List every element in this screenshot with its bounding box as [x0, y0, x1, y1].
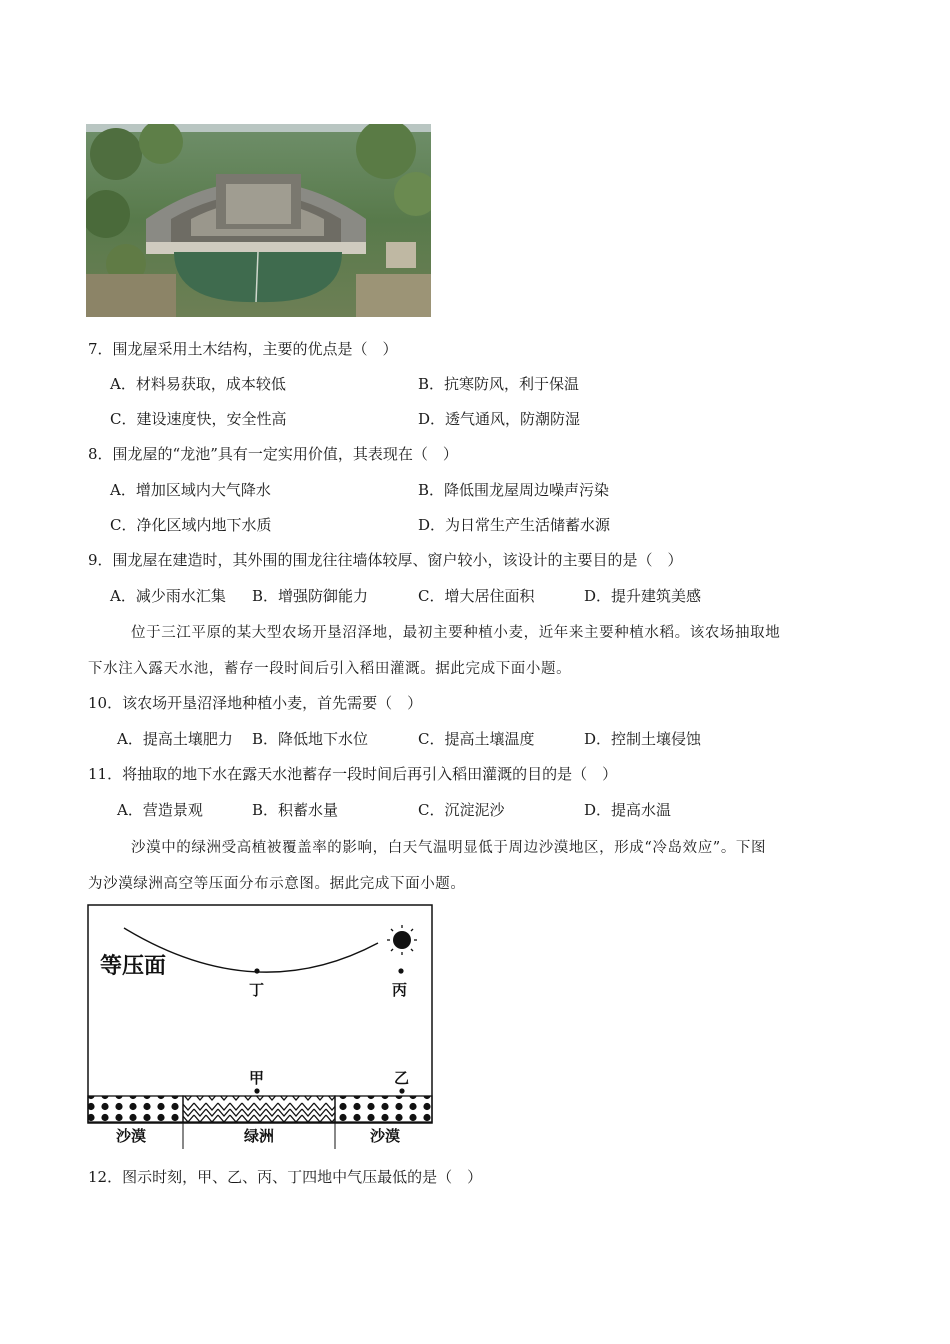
question-10-option-a[interactable]: A．提高土壤肥力 — [117, 730, 233, 748]
question-12-stem: 12．图示时刻，甲、乙、丙、丁四地中气压最低的是（ ） — [88, 1168, 483, 1186]
question-8-option-d[interactable]: D．为日常生产生活储蓄水源 — [418, 516, 611, 534]
isobar-diagram — [86, 903, 436, 1153]
question-9-option-d[interactable]: D．提升建筑美感 — [584, 587, 702, 605]
question-7-option-b[interactable]: B．抗寒防风，利于保温 — [418, 375, 580, 393]
question-10-option-c[interactable]: C．提高土壤温度 — [418, 730, 535, 748]
question-8-option-b[interactable]: B．降低围龙屋周边噪声污染 — [418, 481, 610, 499]
passage-farm-line-2: 下水注入露天水池，蓄存一段时间后引入稻田灌溉。据此完成下面小题。 — [88, 661, 572, 677]
point-yi-dot — [399, 1088, 404, 1093]
isobar-label: 等压面 — [100, 953, 167, 979]
question-9-option-b[interactable]: B．增强防御能力 — [252, 587, 369, 605]
question-9-option-a[interactable]: A．减少雨水汇集 — [110, 587, 226, 605]
point-ding-dot — [254, 968, 259, 973]
question-8-stem: 8．围龙屋的“龙池”具有一定实用价值，其表现在（ ） — [88, 445, 458, 463]
ground-label-desert-right: 沙漠 — [370, 1127, 401, 1145]
isobar-diagram-svg — [86, 903, 436, 1153]
question-8-option-a[interactable]: A．增加区域内大气降水 — [110, 481, 271, 499]
point-bing-dot — [398, 968, 403, 973]
point-ding-label: 丁 — [249, 981, 265, 999]
question-7-stem: 7．围龙屋采用土木结构，主要的优点是（ ） — [88, 340, 398, 358]
question-8-option-c[interactable]: C．净化区域内地下水质 — [110, 516, 272, 534]
question-11-option-a[interactable]: A．营造景观 — [117, 801, 203, 819]
aerial-photo-weilongwu — [86, 124, 431, 317]
question-11-option-b[interactable]: B．积蓄水量 — [252, 801, 339, 819]
ground-oasis — [183, 1096, 335, 1122]
question-11-option-d[interactable]: D．提高水温 — [584, 801, 672, 819]
question-7-option-d[interactable]: D．透气通风，防潮防湿 — [418, 410, 581, 428]
point-jia-label: 甲 — [249, 1069, 265, 1087]
question-11-stem: 11．将抽取的地下水在露天水池蓄存一段时间后再引入稻田灌溉的目的是（ ） — [88, 765, 618, 783]
passage-farm-line-1: 位于三江平原的某大型农场开垦沼泽地，最初主要种植小麦，近年来主要种植水稻。该农场抽取地 — [131, 625, 781, 641]
ground-desert-right — [335, 1096, 432, 1122]
question-10-stem: 10．该农场开垦沼泽地种植小麦，首先需要（ ） — [88, 694, 423, 712]
question-9-stem: 9．围龙屋在建造时，其外围的围龙往往墙体较厚、窗户较小，该设计的主要目的是（ ） — [88, 551, 683, 569]
ground-desert-left — [88, 1096, 183, 1122]
question-7-option-c[interactable]: C．建设速度快，安全性高 — [110, 410, 287, 428]
ground-label-oasis: 绿洲 — [244, 1127, 275, 1145]
question-7-option-a[interactable]: A．材料易获取，成本较低 — [110, 375, 286, 393]
question-11-option-c[interactable]: C．沉淀泥沙 — [418, 801, 505, 819]
question-10-option-d[interactable]: D．控制土壤侵蚀 — [584, 730, 702, 748]
passage-oasis-line-1: 沙漠中的绿洲受高植被覆盖率的影响，白天气温明显低于周边沙漠地区，形成“冷岛效应”。下图 — [131, 840, 767, 856]
point-yi-label: 乙 — [394, 1069, 410, 1087]
question-10-option-b[interactable]: B．降低地下水位 — [252, 730, 369, 748]
point-bing-label: 丙 — [392, 981, 408, 999]
ground-label-desert-left: 沙漠 — [116, 1127, 147, 1145]
question-9-option-c[interactable]: C．增大居住面积 — [418, 587, 535, 605]
point-jia-dot — [254, 1088, 259, 1093]
passage-oasis-line-2: 为沙漠绿洲高空等压面分布示意图。据此完成下面小题。 — [88, 876, 466, 892]
